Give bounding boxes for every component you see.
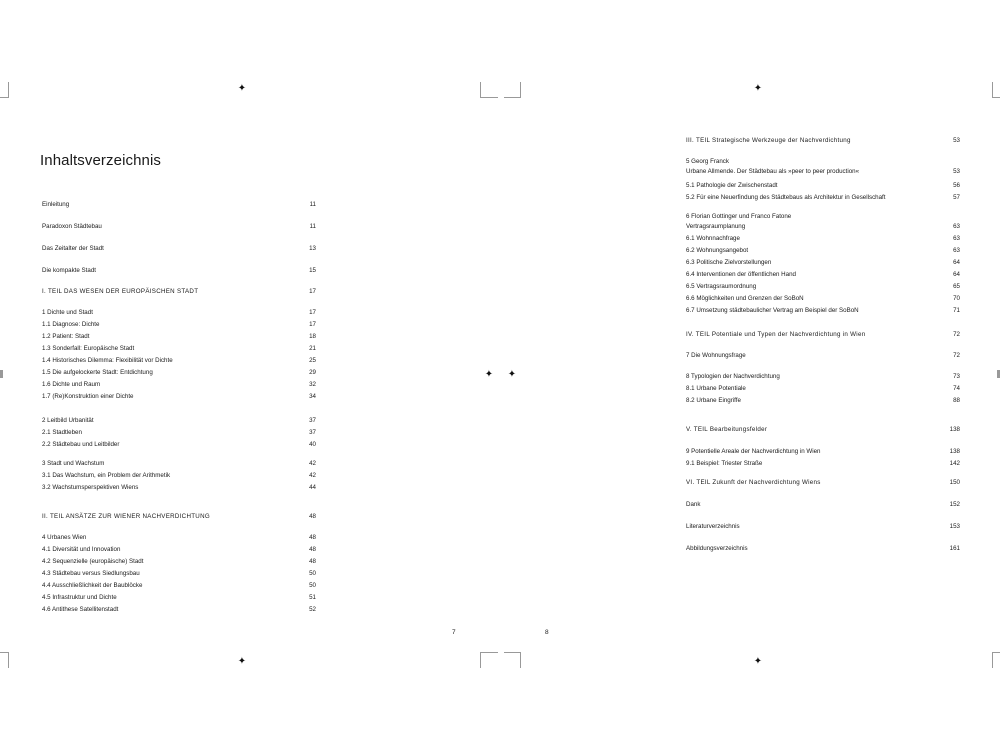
toc-entry-page: 44	[309, 484, 316, 491]
toc-entry	[42, 581, 316, 591]
toc-entry	[42, 380, 316, 390]
crop-mark	[992, 652, 993, 668]
toc-entry	[42, 593, 316, 603]
toc-entry-page: 48	[309, 546, 316, 553]
toc-entry-page: 65	[953, 283, 960, 290]
toc-entry-title: 2 Leitbild Urbanität	[42, 417, 94, 424]
toc-entry	[42, 569, 316, 579]
toc-entry-page: 138	[949, 448, 960, 455]
toc-entry-page: 50	[309, 582, 316, 589]
toc-entry-title: 1 Dichte und Stadt	[42, 309, 93, 316]
toc-entry-page: 74	[953, 385, 960, 392]
crop-mark	[480, 652, 498, 653]
toc-entry-title: Urbane Allmende. Der Städtebau als »peer to peer production«	[686, 168, 860, 175]
toc-entry-title: 6.6 Möglichkeiten und Grenzen der SoBoN	[686, 295, 804, 302]
toc-entry-title: 1.7 (Re)Konstruktion einer Dichte	[42, 393, 134, 400]
toc-entry	[42, 287, 316, 297]
toc-entry	[42, 368, 316, 378]
toc-entry-title: 2.1 Stadtleben	[42, 429, 82, 436]
toc-entry	[686, 193, 960, 203]
toc-entry-page: 42	[309, 460, 316, 467]
toc-entry-page: 48	[309, 558, 316, 565]
toc-entry-page: 17	[309, 288, 316, 295]
registration-mark-icon: ✦	[484, 369, 494, 380]
toc-entry	[686, 157, 960, 167]
toc-entry-page: 71	[953, 307, 960, 314]
toc-entry-title: Vertragsraumplanung	[686, 223, 746, 230]
toc-entry	[686, 522, 960, 532]
toc-entry-title: 1.5 Die aufgelockerte Stadt: Entdichtung	[42, 369, 153, 376]
toc-entry-page: 40	[309, 441, 316, 448]
toc-entry-title: 1.3 Sonderfall: Europäische Stadt	[42, 345, 135, 352]
toc-entry-page: 70	[953, 295, 960, 302]
toc-entry-page: 57	[953, 194, 960, 201]
toc-entry	[42, 471, 316, 481]
registration-mark-icon: ✦	[507, 369, 517, 380]
toc-entry	[686, 222, 960, 232]
page-number-left: 7	[452, 629, 456, 636]
toc-entry-title: 4.6 Antithese Satellitenstadt	[42, 606, 119, 613]
toc-entry-page: 32	[309, 381, 316, 388]
crop-mark	[8, 82, 9, 98]
registration-mark-icon: ✦	[753, 656, 763, 667]
crop-mark	[992, 82, 993, 98]
toc-entry-title: 3 Stadt und Wachstum	[42, 460, 105, 467]
toc-entry-page: 29	[309, 369, 316, 376]
toc-entry	[686, 167, 960, 177]
toc-entry-title: 6 Florian Gottinger und Franco Fatone	[686, 213, 792, 220]
toc-entry	[686, 384, 960, 394]
toc-entry	[42, 320, 316, 330]
toc-entry-title: IV. TEIL Potentiale und Typen der Nachverdichtung in Wien	[686, 331, 866, 338]
toc-entry-title: 1.2 Patient: Stadt	[42, 333, 90, 340]
toc-entry	[42, 533, 316, 543]
toc-entry-page: 53	[953, 168, 960, 175]
crop-mark	[0, 370, 3, 378]
toc-entry	[42, 308, 316, 318]
toc-entry-page: 138	[949, 426, 960, 433]
toc-entry	[42, 440, 316, 450]
toc-entry	[686, 372, 960, 382]
toc-entry-page: 63	[953, 235, 960, 242]
toc-entry	[686, 294, 960, 304]
toc-entry	[686, 136, 960, 146]
toc-entry-title: 5.1 Pathologie der Zwischenstadt	[686, 182, 778, 189]
crop-mark	[520, 652, 521, 668]
toc-entry-page: 64	[953, 259, 960, 266]
toc-entry	[42, 605, 316, 615]
toc-entry-title: 1.6 Dichte und Raum	[42, 381, 101, 388]
toc-entry	[42, 512, 316, 522]
toc-entry	[686, 270, 960, 280]
crop-mark	[480, 97, 498, 98]
toc-entry-title: 8 Typologien der Nachverdichtung	[686, 373, 780, 380]
crop-mark	[992, 97, 1000, 98]
toc-entry-page: 88	[953, 397, 960, 404]
toc-entry	[686, 396, 960, 406]
toc-entry-page: 17	[309, 309, 316, 316]
toc-entry-title: VI. TEIL Zukunft der Nachverdichtung Wiens	[686, 479, 821, 486]
toc-title: Inhaltsverzeichnis	[40, 152, 162, 169]
toc-entry-title: Die kompakte Stadt	[42, 267, 96, 274]
toc-entry-title: 4.1 Diversität und Innovation	[42, 546, 121, 553]
toc-entry-title: Dank	[686, 501, 701, 508]
toc-entry-title: 9 Potentielle Areale der Nachverdichtung in Wien	[686, 448, 821, 455]
crop-mark	[520, 82, 521, 98]
toc-entry-title: V. TEIL Bearbeitungsfelder	[686, 426, 768, 433]
toc-entry-page: 52	[309, 606, 316, 613]
toc-entry-page: 64	[953, 271, 960, 278]
toc-entry	[42, 392, 316, 402]
toc-entry	[42, 222, 316, 232]
toc-entry-title: III. TEIL Strategische Werkzeuge der Nachverdichtung	[686, 137, 851, 144]
toc-entry-page: 142	[949, 460, 960, 467]
toc-entry-page: 150	[949, 479, 960, 486]
toc-entry-title: 5.2 Für eine Neuerfindung des Städtebaus als Architektur in Gesellschaft	[686, 194, 886, 201]
toc-entry-page: 50	[309, 570, 316, 577]
toc-entry-page: 34	[309, 393, 316, 400]
toc-entry-page: 37	[309, 417, 316, 424]
registration-mark-icon: ✦	[237, 83, 247, 94]
toc-entry	[686, 459, 960, 469]
toc-entry-title: Literaturverzeichnis	[686, 523, 740, 530]
toc-entry	[686, 447, 960, 457]
toc-entry	[686, 306, 960, 316]
crop-mark	[480, 652, 481, 668]
toc-entry-page: 72	[953, 331, 960, 338]
toc-entry-page: 152	[949, 501, 960, 508]
toc-entry-page: 73	[953, 373, 960, 380]
toc-entry	[686, 212, 960, 222]
toc-entry	[42, 266, 316, 276]
toc-entry	[686, 181, 960, 191]
toc-entry-title: Das Zeitalter der Stadt	[42, 245, 104, 252]
toc-entry-page: 11	[309, 223, 316, 230]
toc-entry-page: 42	[309, 472, 316, 479]
toc-entry	[686, 234, 960, 244]
toc-entry	[42, 483, 316, 493]
toc-entry-title: Einleitung	[42, 201, 70, 208]
toc-entry-title: II. TEIL ANSÄTZE ZUR WIENER NACHVERDICHTUNG	[42, 513, 210, 520]
toc-entry	[686, 500, 960, 510]
toc-entry-title: 3.1 Das Wachstum, ein Problem der Arithmetik	[42, 472, 171, 479]
registration-mark-icon: ✦	[753, 83, 763, 94]
crop-mark	[504, 97, 521, 98]
toc-entry	[42, 344, 316, 354]
toc-entry-page: 63	[953, 247, 960, 254]
toc-entry-title: I. TEIL DAS WESEN DER EUROPÄISCHEN STADT	[42, 288, 199, 295]
toc-entry-title: 8.2 Urbane Eingriffe	[686, 397, 741, 404]
crop-mark	[0, 97, 9, 98]
crop-mark	[0, 652, 9, 653]
toc-entry-page: 48	[309, 513, 316, 520]
toc-entry-page: 153	[949, 523, 960, 530]
toc-entry-title: 1.1 Diagnose: Dichte	[42, 321, 100, 328]
toc-entry-page: 25	[309, 357, 316, 364]
page-number-right: 8	[545, 629, 549, 636]
toc-entry-title: 6.7 Umsetzung städtebaulicher Vertrag am Beispiel der SoBoN	[686, 307, 859, 314]
toc-entry-page: 51	[309, 594, 316, 601]
registration-mark-icon: ✦	[237, 656, 247, 667]
toc-entry-title: 1.4 Historisches Dilemma: Flexibilität vor Dichte	[42, 357, 173, 364]
toc-entry	[686, 246, 960, 256]
crop-mark	[8, 652, 9, 668]
toc-entry-title: Abbildungsverzeichnis	[686, 545, 748, 552]
toc-entry-page: 37	[309, 429, 316, 436]
toc-entry	[686, 544, 960, 554]
toc-entry	[42, 244, 316, 254]
toc-entry-title: 9.1 Beispiel: Triester Straße	[686, 460, 763, 467]
crop-mark	[992, 652, 1000, 653]
toc-entry-page: 63	[953, 223, 960, 230]
toc-entry-title: 5 Georg Franck	[686, 158, 729, 165]
toc-entry	[42, 557, 316, 567]
toc-entry	[42, 332, 316, 342]
toc-entry-page: 17	[309, 321, 316, 328]
toc-entry-title: 4.5 Infrastruktur und Dichte	[42, 594, 117, 601]
right-page	[500, 0, 1000, 750]
toc-entry	[42, 428, 316, 438]
crop-mark	[480, 82, 481, 98]
toc-entry-title: 6.2 Wohnungsangebot	[686, 247, 749, 254]
toc-entry	[686, 258, 960, 268]
toc-entry-page: 18	[309, 333, 316, 340]
toc-entry-page: 11	[309, 201, 316, 208]
toc-entry-page: 72	[953, 352, 960, 359]
toc-entry-title: 4 Urbanes Wien	[42, 534, 87, 541]
toc-entry	[42, 200, 316, 210]
toc-entry	[686, 478, 960, 488]
crop-mark	[504, 652, 521, 653]
toc-entry	[686, 282, 960, 292]
toc-entry	[686, 425, 960, 435]
toc-entry-page: 56	[953, 182, 960, 189]
toc-entry-page: 21	[309, 345, 316, 352]
toc-entry-title: 8.1 Urbane Potentiale	[686, 385, 746, 392]
toc-entry	[42, 416, 316, 426]
toc-entry-title: 2.2 Städtebau und Leitbilder	[42, 441, 120, 448]
toc-entry-title: Paradoxon Städtebau	[42, 223, 102, 230]
toc-entry-title: 6.4 Interventionen der öffentlichen Hand	[686, 271, 796, 278]
toc-entry-page: 161	[949, 545, 960, 552]
toc-entry	[686, 330, 960, 340]
toc-entry-title: 6.1 Wohnnachfrage	[686, 235, 740, 242]
toc-entry-title: 4.3 Städtebau versus Siedlungsbau	[42, 570, 140, 577]
toc-entry-title: 4.2 Sequenzielle (europäische) Stadt	[42, 558, 144, 565]
toc-entry-page: 53	[953, 137, 960, 144]
toc-entry-page: 15	[309, 267, 316, 274]
toc-entry-title: 6.3 Politische Zielvorstellungen	[686, 259, 772, 266]
toc-entry	[686, 351, 960, 361]
toc-entry-page: 48	[309, 534, 316, 541]
toc-entry	[42, 545, 316, 555]
toc-entry-title: 3.2 Wachstumsperspektiven Wiens	[42, 484, 139, 491]
toc-entry	[42, 459, 316, 469]
toc-entry-page: 13	[309, 245, 316, 252]
toc-entry-title: 7 Die Wohnungsfrage	[686, 352, 746, 359]
toc-entry-title: 4.4 Ausschließlichkeit der Baublöcke	[42, 582, 143, 589]
toc-entry-title: 6.5 Vertragsraumordnung	[686, 283, 757, 290]
toc-entry	[42, 356, 316, 366]
